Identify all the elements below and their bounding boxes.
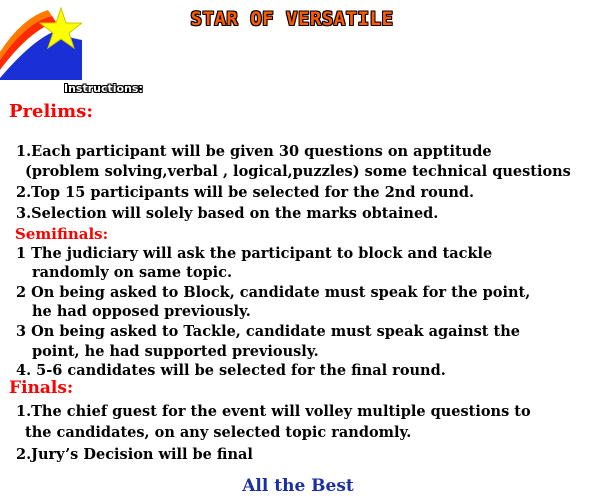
prelims-line: 2.Top 15 participants will be selected for the 2nd round. bbox=[16, 184, 475, 201]
prelims-heading: Prelims: bbox=[9, 101, 93, 122]
prelims-line: 3.Selection will solely based on the marks obtained. bbox=[16, 205, 439, 222]
prelims-line: (problem solving,verbal , logical,puzzles) some technical questions bbox=[25, 163, 571, 180]
semifinals-line: 3 On being asked to Tackle, candidate must speak against the bbox=[16, 323, 520, 340]
prelims-line: 1.Each participant will be given 30 questions on apptitude bbox=[16, 143, 492, 160]
semifinals-line: 1 The judiciary will ask the participant to block and tackle bbox=[16, 245, 493, 262]
semifinals-line: he had opposed previously. bbox=[32, 303, 251, 320]
semifinals-line: 2 On being asked to Block, candidate must speak for the point, bbox=[16, 284, 531, 301]
semifinals-line: 4. 5-6 candidates will be selected for the final round. bbox=[16, 362, 446, 379]
page-title: STAR OF VERSATILE bbox=[190, 8, 394, 30]
closing-message: All the Best bbox=[242, 476, 354, 496]
semifinals-line: point, he had supported previously. bbox=[32, 343, 319, 360]
finals-line: 1.The chief guest for the event will volley multiple questions to bbox=[16, 403, 531, 420]
semifinals-heading: Semifinals: bbox=[15, 225, 109, 243]
instructions-label: Instructions: bbox=[64, 82, 143, 95]
finals-line: the candidates, on any selected topic randomly. bbox=[25, 424, 412, 441]
finals-line: 2.Jury’s Decision will be final bbox=[16, 446, 253, 463]
finals-heading: Finals: bbox=[9, 378, 74, 398]
semifinals-line: randomly on same topic. bbox=[32, 264, 233, 281]
